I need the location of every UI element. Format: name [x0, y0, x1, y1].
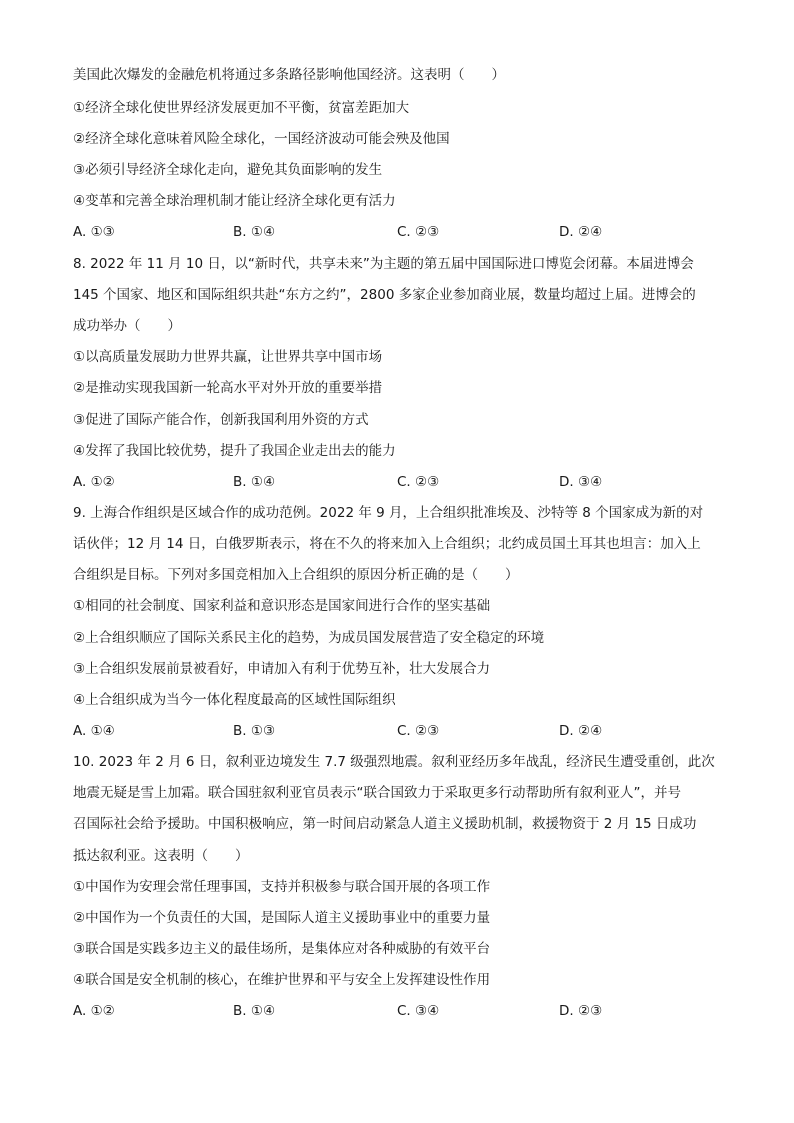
- question-9-option-d[interactable]: D. ②④: [559, 723, 603, 739]
- question-10-option-c[interactable]: C. ③④: [397, 1003, 440, 1019]
- question-8-stem-line-1: 8. 2022 年 11 月 10 日，以“新时代，共享未来”为主题的第五届中国国际进口博览会闭幕。本届进博会: [73, 256, 694, 272]
- question-10-statement-1: ①中国作为安理会常任理事国，支持并积极参与联合国开展的各项工作: [73, 879, 491, 895]
- question-9-statement-1: ①相同的社会制度、国家利益和意识形态是国家间进行合作的坚实基础: [73, 598, 491, 614]
- question-7-statement-4: ④变革和完善全球治理机制才能让经济全球化更有活力: [73, 193, 396, 209]
- question-9-stem-line-1: 9. 上海合作组织是区域合作的成功范例。2022 年 9 月，上合组织批准埃及、沙特等 8 个国家成为新的对: [73, 505, 704, 521]
- question-10-options: [0, 1002, 794, 1020]
- question-8-options: [0, 473, 794, 491]
- question-10-option-a[interactable]: A. ①②: [73, 1003, 115, 1019]
- question-7-option-b[interactable]: B. ①④: [233, 224, 276, 240]
- question-9-statement-3: ③上合组织发展前景被看好，申请加入有利于优势互补，壮大发展合力: [73, 661, 491, 677]
- question-9-option-c[interactable]: C. ②③: [397, 723, 440, 739]
- question-10-stem-line-3: 召国际社会给予援助。中国积极响应，第一时间启动紧急人道主义援助机制，救援物资于 2 月 15 日成功: [73, 816, 697, 832]
- question-10-statement-3: ③联合国是实践多边主义的最佳场所，是集体应对各种威胁的有效平台: [73, 941, 491, 957]
- question-7-options: [0, 223, 794, 241]
- question-10-option-d[interactable]: D. ②③: [559, 1003, 603, 1019]
- question-10-stem-line-2: 地震无疑是雪上加霜。联合国驻叙利亚官员表示“联合国致力于采取更多行动帮助所有叙利亚人”，并号: [73, 785, 681, 801]
- question-9-option-b[interactable]: B. ①③: [233, 723, 276, 739]
- question-8-option-d[interactable]: D. ③④: [559, 474, 603, 490]
- question-8-stem-line-2: 145 个国家、地区和国际组织共赴“东方之约”，2800 多家企业参加商业展，数量均超过上届。进博会的: [73, 287, 696, 303]
- question-8-statement-2: ②是推动实现我国新一轮高水平对外开放的重要举措: [73, 380, 383, 396]
- question-10-statement-4: ④联合国是安全机制的核心，在维护世界和平与安全上发挥建设性作用: [73, 972, 491, 988]
- question-9-option-a[interactable]: A. ①④: [73, 723, 115, 739]
- question-9-stem-line-3: 合组织是目标。下列对多国竞相加入上合组织的原因分析正确的是（ ）: [73, 567, 519, 583]
- question-8-option-b[interactable]: B. ①④: [233, 474, 276, 490]
- question-9-statement-2: ②上合组织顺应了国际关系民主化的趋势，为成员国发展营造了安全稳定的环境: [73, 630, 545, 646]
- question-7-option-c[interactable]: C. ②③: [397, 224, 440, 240]
- question-8-statement-4: ④发挥了我国比较优势，提升了我国企业走出去的能力: [73, 443, 396, 459]
- question-10-option-b[interactable]: B. ①④: [233, 1003, 276, 1019]
- question-9-options: [0, 722, 794, 740]
- question-8-option-c[interactable]: C. ②③: [397, 474, 440, 490]
- question-8-statement-1: ①以高质量发展助力世界共赢，让世界共享中国市场: [73, 349, 383, 365]
- question-8-statement-3: ③促进了国际产能合作，创新我国利用外资的方式: [73, 412, 369, 428]
- question-9-stem-line-2: 话伙伴；12 月 14 日，白俄罗斯表示，将在不久的将来加入上合组织；北约成员国土耳其也坦言：加入上: [73, 536, 701, 552]
- question-7-statement-2: ②经济全球化意味着风险全球化，一国经济波动可能会殃及他国: [73, 131, 450, 147]
- question-7-option-d[interactable]: D. ②④: [559, 224, 603, 240]
- question-8-stem-line-3: 成功举办（ ）: [73, 318, 181, 334]
- question-8-option-a[interactable]: A. ①②: [73, 474, 115, 490]
- question-10-statement-2: ②中国作为一个负责任的大国，是国际人道主义援助事业中的重要力量: [73, 910, 491, 926]
- question-9-statement-4: ④上合组织成为当今一体化程度最高的区域性国际组织: [73, 692, 396, 708]
- question-7-option-a[interactable]: A. ①③: [73, 224, 115, 240]
- question-7-statement-1: ①经济全球化使世界经济发展更加不平衡，贫富差距加大: [73, 100, 410, 116]
- question-10-stem-line-4: 抵达叙利亚。这表明（ ）: [73, 848, 249, 864]
- question-10-stem-line-1: 10. 2023 年 2 月 6 日，叙利亚边境发生 7.7 级强烈地震。叙利亚经历多年战乱，经济民生遭受重创，此次: [73, 754, 715, 770]
- question-7-statement-3: ③必须引导经济全球化走向，避免其负面影响的发生: [73, 162, 383, 178]
- question-7-stem: 美国此次爆发的金融危机将通过多条路径影响他国经济。这表明（ ）: [73, 67, 505, 83]
